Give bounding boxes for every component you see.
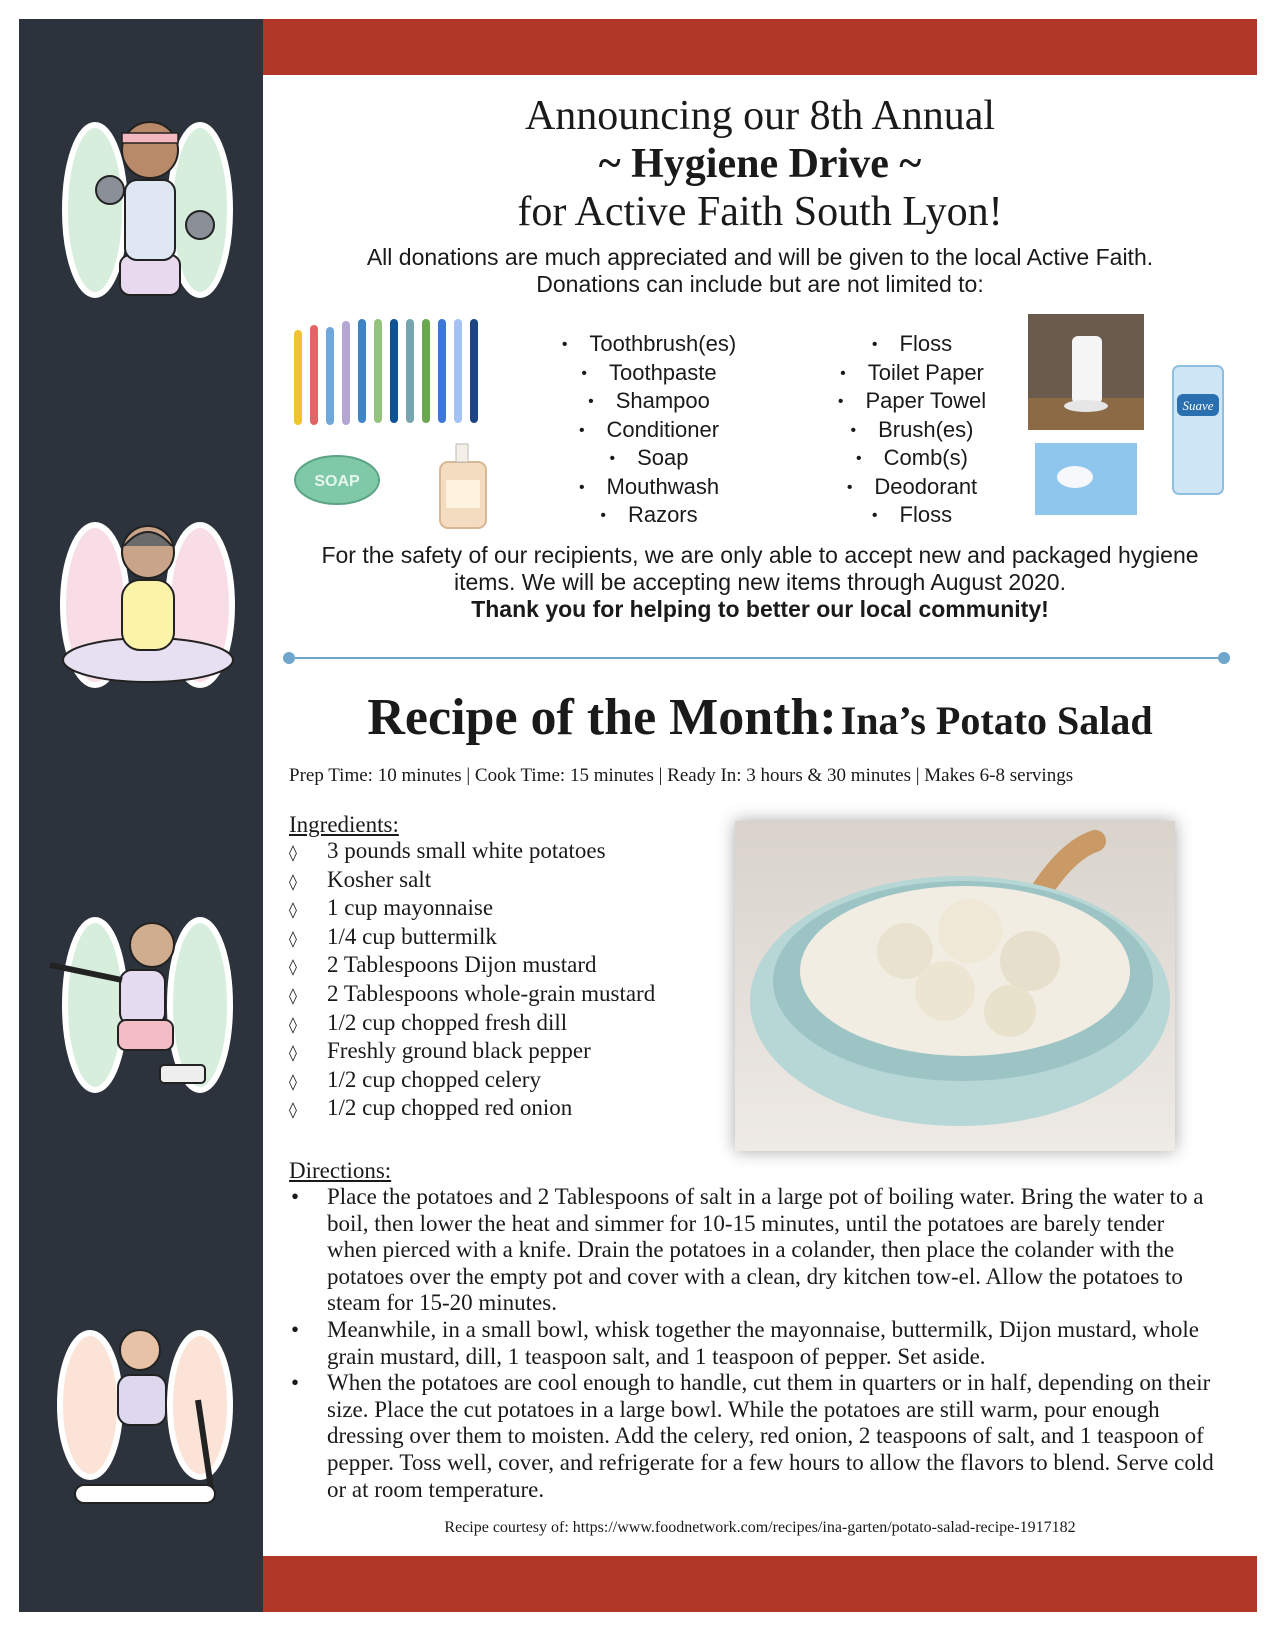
donation-item: • Floss: [812, 502, 1012, 531]
diamond-bullet: ◊: [289, 985, 297, 1005]
safety-line-1: For the safety of our recipients, we are only able to accept new and packaged hygiene: [321, 542, 1199, 568]
announcement-heading: [263, 92, 1257, 236]
donation-item: • Toothpaste: [534, 360, 764, 389]
deodorant-photo: [1169, 360, 1227, 498]
donation-item: • Paper Towel: [812, 388, 1012, 417]
deodorant-label: Suave: [1182, 398, 1214, 413]
directions-list: [289, 1184, 1219, 1503]
donation-items-right: [812, 331, 1012, 531]
announcement-line-2: ~ Hygiene Drive ~: [598, 141, 922, 187]
announcement-intro: [263, 244, 1257, 298]
donation-item: • Toothbrush(es): [534, 331, 764, 360]
ingredient-text: 2 Tablespoons Dijon mustard: [327, 952, 597, 978]
list-item: [289, 1095, 655, 1124]
ingredient-text: Freshly ground black pepper: [327, 1038, 591, 1064]
section-divider: [282, 651, 1231, 665]
weightlifter-illustration: [40, 105, 240, 305]
diamond-bullet: ◊: [289, 900, 297, 920]
list-item: [289, 981, 655, 1010]
list-item: [289, 838, 655, 867]
list-item: [289, 867, 655, 896]
recipe-title: [263, 688, 1257, 747]
diamond-bullet: ◊: [289, 1071, 297, 1091]
donation-item: • Conditioner: [534, 417, 764, 446]
direction-step: • Meanwhile, in a small bowl, whisk together the mayonnaise, buttermilk, Dijon mustard, whole grain mustard, dill, 1 teaspoon salt, and 1 teaspoon of pepper. Set aside.: [289, 1317, 1219, 1370]
recipe-meta: Prep Time: 10 minutes | Cook Time: 15 minutes | Ready In: 3 hours & 30 minutes | Makes 6-8 servings: [289, 765, 1074, 786]
ingredient-text: 1/2 cup chopped celery: [327, 1066, 541, 1092]
donation-item: • Toilet Paper: [812, 360, 1012, 389]
diamond-bullet: ◊: [289, 1014, 297, 1034]
donation-item: • Shampoo: [534, 388, 764, 417]
toothbrushes-photo: [288, 315, 488, 430]
donation-item: • Soap: [534, 445, 764, 474]
potato-salad-photo: [735, 821, 1175, 1151]
ingredient-text: 3 pounds small white potatoes: [327, 838, 606, 863]
hand-soap-photo: [428, 440, 498, 530]
bottom-accent-bar: [263, 1556, 1257, 1612]
ingredients-list: [289, 838, 655, 1124]
treadmill-runner-illustration: [40, 1320, 240, 1520]
direction-step: • Place the potatoes and 2 Tablespoons of salt in a large pot of boiling water. Bring the water to a boil, then lower the heat and simmer for 10-15 minutes, until the potatoes are barely tender when pierced with a knife. Drain the potatoes in a colander, then place the colander with the potatoes over the empty pot and cover with a clean, dry kitchen tow-el. Allow the potatoes to steam for 15-20 minutes.: [289, 1184, 1219, 1317]
top-accent-bar: [263, 19, 1257, 75]
ingredient-text: 1/2 cup chopped fresh dill: [327, 1009, 568, 1035]
donation-items-left: [534, 331, 764, 531]
diamond-bullet: ◊: [289, 957, 297, 977]
thank-you-line: Thank you for helping to better our local community!: [471, 596, 1049, 622]
donation-item: • Comb(s): [812, 445, 1012, 474]
ingredient-text: 1/2 cup chopped red onion: [327, 1095, 573, 1121]
meditation-illustration: [40, 510, 240, 710]
ingredients-heading: Ingredients:: [289, 812, 399, 837]
ingredient-text: 1 cup mayonnaise: [327, 895, 494, 921]
directions-heading: Directions:: [289, 1158, 392, 1183]
diamond-bullet: ◊: [289, 843, 297, 862]
diamond-bullet: ◊: [289, 871, 297, 891]
ingredient-text: 2 Tablespoons whole-grain mustard: [327, 980, 656, 1006]
diamond-bullet: ◊: [289, 1100, 297, 1120]
soap-bar-photo: [292, 448, 382, 508]
announcement-line-1: Announcing our 8th Annual: [524, 93, 996, 139]
recipe-credit: Recipe courtesy of: https://www.foodnetwork.com/recipes/ina-garten/potato-salad-recipe-1917182: [444, 1519, 1076, 1536]
list-item: [289, 895, 655, 924]
recipe-title-main: Recipe of the Month:: [367, 689, 837, 746]
ingredient-text: Kosher salt: [327, 866, 432, 892]
list-item: [289, 1010, 655, 1039]
paper-towel-photo: [1028, 314, 1144, 430]
announcement-line-3: for Active Faith South Lyon!: [517, 189, 1003, 235]
ingredient-text: 1/4 cup buttermilk: [327, 923, 497, 949]
safety-note: [263, 542, 1257, 623]
list-item: [289, 1038, 655, 1067]
list-item: [289, 1067, 655, 1096]
donation-item: • Deodorant: [812, 474, 1012, 503]
recipe-title-sub: Ina’s Potato Salad: [840, 698, 1153, 743]
floss-photo: [1035, 443, 1137, 515]
diamond-bullet: ◊: [289, 1043, 297, 1063]
donation-item: • Brush(es): [812, 417, 1012, 446]
donation-item: • Floss: [812, 331, 1012, 360]
safety-line-2: items. We will be accepting new items through August 2020.: [454, 569, 1066, 595]
exercise-illustration: [40, 905, 240, 1105]
donation-item: • Razors: [534, 502, 764, 531]
intro-line-1: All donations are much appreciated and will be given to the local Active Faith.: [366, 244, 1154, 270]
diamond-bullet: ◊: [289, 928, 297, 948]
direction-step: • When the potatoes are cool enough to handle, cut them in quarters or in half, depending on their size. Place the cut potatoes in a large bowl. While the potatoes are still warm, pour enough dressing over them to moisten. Add the celery, red onion, 2 teaspoons of salt, and 1 teaspoon of pepper. Toss well, cover, and refrigerate for a few hours to allow the flavors to blend. Serve cold or at room temperature.: [289, 1370, 1219, 1503]
donation-item: • Mouthwash: [534, 474, 764, 503]
list-item: [289, 952, 655, 981]
intro-line-2: Donations can include but are not limited to:: [536, 271, 984, 297]
soap-bar-label: SOAP: [314, 473, 360, 490]
list-item: [289, 924, 655, 953]
